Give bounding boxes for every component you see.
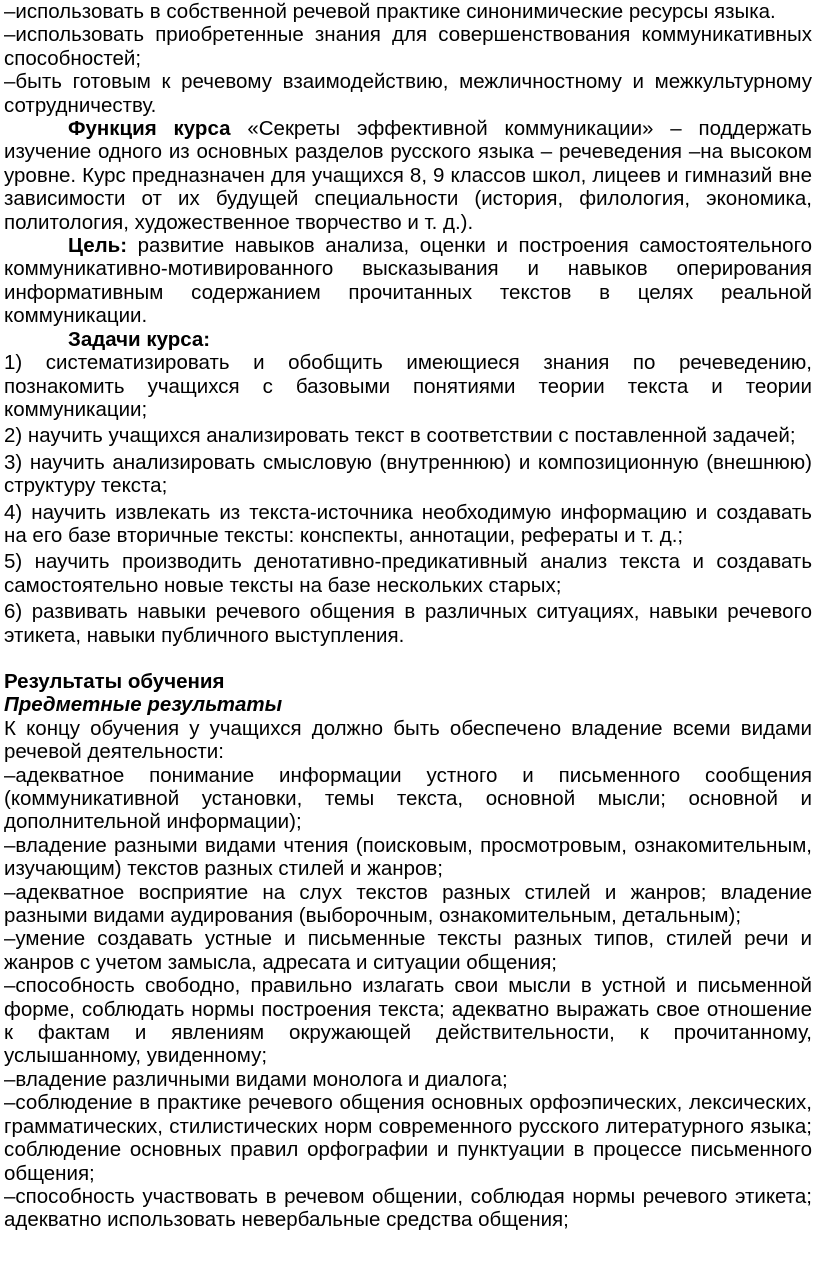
result-item: –умение создавать устные и письменные тексты разных типов, стилей речи и жанров с учетом замысла, адресата и ситуации общения; xyxy=(4,927,812,974)
result-item: –соблюдение в практике речевого общения основных орфоэпических, лексических, грамматических, стилистических норм современного русского литературного языка; соблюдение основных правил орфографии и пунктуации в процессе письменного общения; xyxy=(4,1091,812,1185)
results-subheading: Предметные результаты xyxy=(4,693,283,717)
course-goal-label: Цель: xyxy=(68,234,128,258)
intro-item: –использовать приобретенные знания для совершенствования коммуникативных способностей; xyxy=(4,23,812,70)
result-item: –владение разными видами чтения (поисковым, просмотровым, ознакомительным, изучающим) текстов разных стилей и жанров; xyxy=(4,833,812,881)
course-function-text: «Секреты эффективной коммуникации» – поддержать изучение одного из основных разделов русского языка – речеведения –на высоком уровне. Курс предназначен для учащихся 8, 9 классов школ, лицеев и гимназий вне зависимости от их будущей специальности (история, филология, экономика, политология, художественное творчество и т. д.). xyxy=(4,117,812,234)
course-function-label: Функция курса xyxy=(68,117,231,141)
result-item: –владение различными видами монолога и диалога; xyxy=(4,1067,508,1091)
task-item: 5) научить производить денотативно-предикативный анализ текста и создавать самостоятельно новые тексты на базе нескольких старых; xyxy=(4,550,812,597)
intro-item: –быть готовым к речевому взаимодействию, межличностному и межкультурному сотрудничеству. xyxy=(4,70,812,117)
course-goal-text: развитие навыков анализа, оценки и построения самостоятельного коммуникативно-мотивированного высказывания и навыков оперирования информативным содержанием прочитанных текстов в целях реальной коммуникации. xyxy=(4,234,812,328)
result-item: –адекватное восприятие на слух текстов разных стилей и жанров; владение разными видами аудирования (выборочным, ознакомительным, детальным); xyxy=(4,880,812,928)
result-item: –адекватное понимание информации устного и письменного сообщения (коммуникативной установки, темы текста, основной мысли; основной и дополнительной информации); xyxy=(4,763,812,834)
task-item: 4) научить извлекать из текста-источника необходимую информацию и создавать на его базе вторичные тексты: конспекты, аннотации, рефераты и т. д.; xyxy=(4,500,812,547)
task-item: 2) научить учащихся анализировать текст в соответствии с поставленной задачей; xyxy=(4,424,796,448)
results-heading: Результаты обучения xyxy=(4,669,225,693)
section-spacer xyxy=(4,647,812,670)
course-function-paragraph xyxy=(4,117,812,234)
result-item: –способность свободно, правильно излагать свои мысли в устной и письменной форме, соблюдать нормы построения текста; адекватно выражать свое отношение к фактам и явлениям окружающей действительности, к прочитанному, услышанному, увиденному; xyxy=(4,974,812,1068)
intro-item: –использовать в собственной речевой практике синонимические ресурсы языка. xyxy=(4,0,776,23)
tasks-heading: Задачи курса: xyxy=(68,327,211,351)
task-item: 1) систематизировать и обобщить имеющиеся знания по речеведению, познакомить учащихся с базовыми понятиями теории текста и теории коммуникации; xyxy=(4,351,812,421)
task-item: 3) научить анализировать смысловую (внутреннюю) и композиционную (внешнюю) структуру текста; xyxy=(4,450,812,498)
result-item: –способность участвовать в речевом общении, соблюдая нормы речевого этикета; адекватно использовать невербальные средства общения; xyxy=(4,1184,812,1232)
task-item: 6) развивать навыки речевого общения в различных ситуациях, навыки речевого этикета, навыки публичного выступления. xyxy=(4,600,812,647)
results-intro: К концу обучения у учащихся должно быть обеспечено владение всеми видами речевой деятельности: xyxy=(4,716,812,764)
course-goal-paragraph xyxy=(4,234,812,328)
